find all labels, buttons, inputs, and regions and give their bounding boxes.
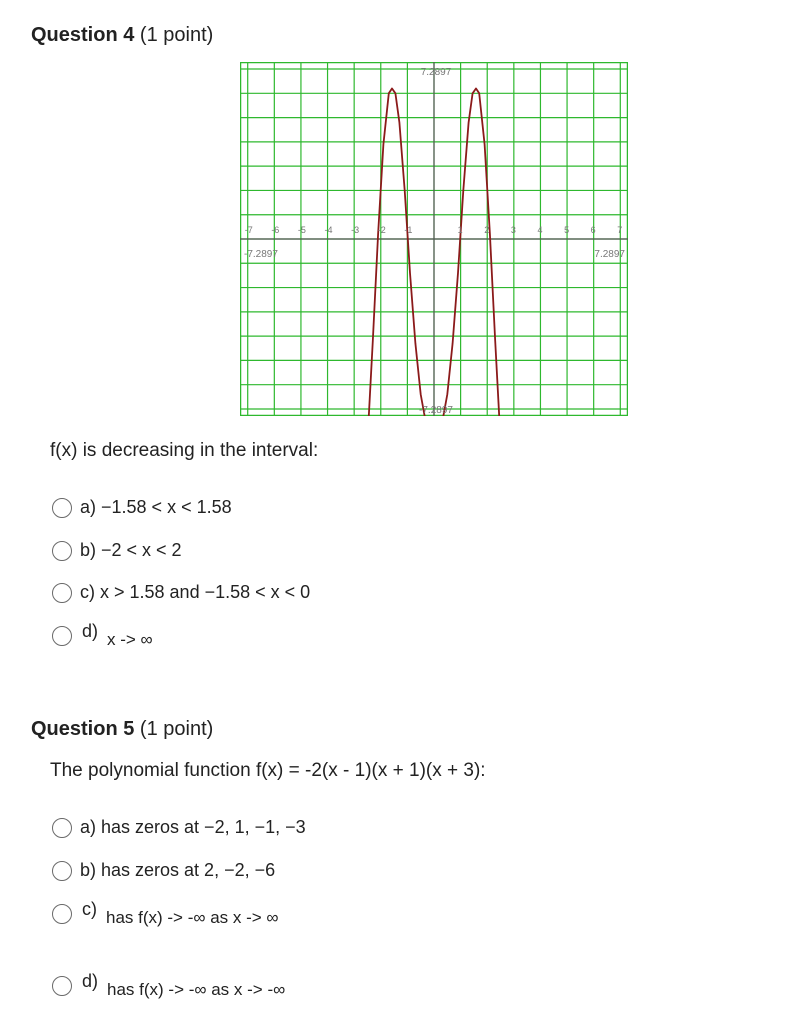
x-tick-label: -4 (324, 225, 333, 235)
x-tick-label: 4 (537, 225, 543, 235)
x-tick-label: -7 (244, 225, 253, 235)
question-5-title (31, 718, 213, 741)
q5-option-a-radio[interactable] (52, 818, 72, 838)
q5-option-a[interactable] (52, 817, 306, 838)
q4-option-d-radio[interactable] (52, 626, 72, 646)
q4-option-a-radio[interactable] (52, 498, 72, 518)
x-tick-label: 5 (564, 225, 570, 235)
q4-option-c[interactable] (52, 582, 310, 603)
y-min-label: -7.2897 (419, 405, 453, 416)
x-tick-label: -3 (351, 225, 360, 235)
x-max-label: 7.2897 (594, 249, 625, 260)
question-4-title (31, 24, 213, 47)
q4-option-b-radio[interactable] (52, 541, 72, 561)
question-4-points: (1 point) (139, 24, 214, 46)
question-5-prompt: The polynomial function f(x) = -2(x - 1)(x + 1)(x + 3): (50, 760, 486, 781)
q5-option-b[interactable] (52, 860, 275, 881)
question-5-points: (1 point) (139, 718, 214, 740)
x-tick-label: 1 (457, 225, 463, 235)
x-tick-label: -2 (377, 225, 386, 235)
q5-option-d-label: has f(x) -> -∞ as x -> -∞ (107, 979, 286, 999)
q5-option-b-radio[interactable] (52, 861, 72, 881)
q5-option-a-label: a) has zeros at −2, 1, −1, −3 (80, 817, 306, 837)
x-min-label: -7.2897 (244, 249, 278, 260)
q5-option-d-radio[interactable] (52, 976, 72, 996)
q5-option-c[interactable] (52, 899, 279, 927)
q5-option-c-label: has f(x) -> -∞ as x -> ∞ (106, 907, 279, 927)
q4-option-d-label: x -> ∞ (107, 629, 153, 649)
x-tick-label: 7 (617, 225, 623, 235)
q4-option-d-letter: d) (82, 621, 99, 641)
q5-option-c-letter: c) (82, 899, 97, 919)
x-tick-label: -1 (404, 225, 413, 235)
q4-option-c-label: c) x > 1.58 and −1.58 < x < 0 (80, 582, 311, 602)
y-max-label: 7.2897 (420, 67, 452, 78)
q4-option-b[interactable] (52, 540, 182, 561)
q5-option-c-radio[interactable] (52, 904, 72, 924)
q4-option-a[interactable] (52, 497, 232, 518)
question-4-prompt: f(x) is decreasing in the interval: (50, 440, 319, 461)
q4-option-b-label: b) −2 < x < 2 (80, 540, 182, 560)
question-5-heading: Question 5 (31, 718, 135, 740)
q4-option-d[interactable] (52, 621, 153, 649)
x-tick-label: 6 (590, 225, 596, 235)
q5-option-b-label: b) has zeros at 2, −2, −6 (80, 860, 276, 880)
question-4-heading: Question 4 (31, 24, 135, 46)
q5-option-d-letter: d) (82, 971, 99, 991)
function-graph (240, 62, 628, 416)
x-tick-label: -5 (297, 225, 306, 235)
x-tick-label: 3 (510, 225, 516, 235)
q5-option-d[interactable] (52, 971, 286, 999)
q4-option-c-radio[interactable] (52, 583, 72, 603)
x-tick-label: 2 (484, 225, 490, 235)
q4-option-a-label: a) −1.58 < x < 1.58 (80, 497, 232, 517)
x-tick-label: -6 (271, 225, 280, 235)
